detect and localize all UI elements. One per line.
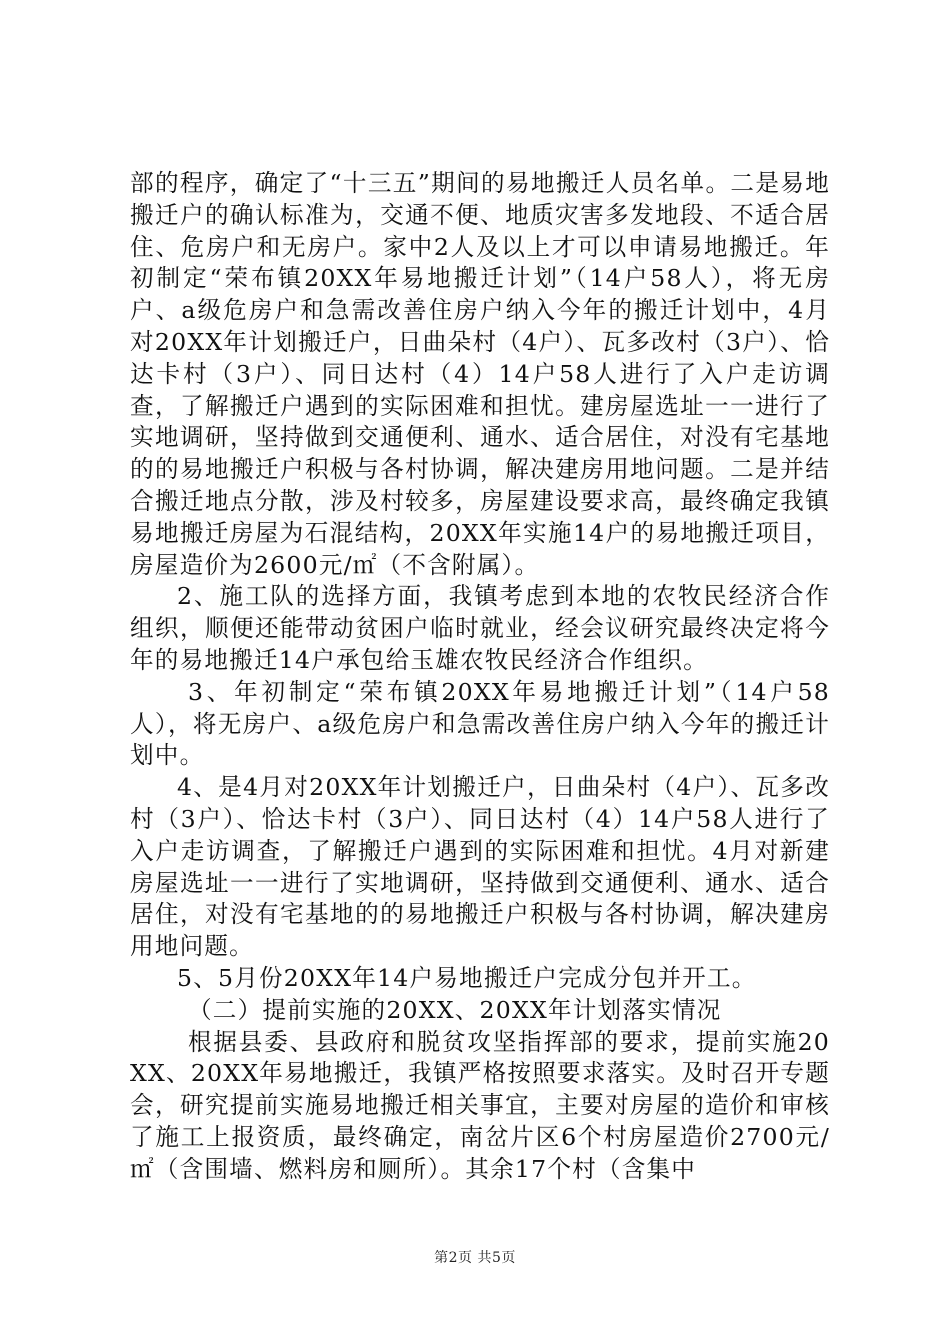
paragraph-advance-implementation: 根据县委、县政府和脱贫攻坚指挥部的要求，提前实施20XX、20XX年易地搬迁，我镇严格按照要求落实。及时召开专题会，研究提前实施易地搬迁相关事宜，主要对房屋的造价和审核了施工上报资质，最终确定，南岔片区6个村房屋造价2700元/㎡（含围墙、燃料房和厕所）。其余17个村（含集中 bbox=[130, 1027, 830, 1183]
page-number-footer: 第2页 共5页 bbox=[434, 1250, 516, 1266]
section-heading-advance-plan: （二）提前实施的20XX、20XX年计划落实情况 bbox=[188, 995, 722, 1024]
paragraph-relocation-list: 部的程序，确定了“十三五”期间的易地搬迁人员名单。二是易地搬迁户的确认标准为，交通不便、地质灾害多发地段、不适合居住、危房户和无房户。家中2人及以上才可以申请易地搬迁。年初制定“荣布镇20XX年易地搬迁计划”（14户58人），将无房户、a级危房户和急需改善住房户纳入今年的搬迁计划中，4月对20XX年计划搬迁户，日曲朵村（4户）、瓦多改村（3户）、恰达卡村（3户）、同日达村（4）14户58人进行了入户走访调查，了解搬迁户遇到的实际困难和担忧。建房屋选址一一进行了实地调研，坚持做到交通便利、通水、适合居住，对没有宅基地的的易地搬迁户积极与各村协调，解决建房用地问题。二是并结合搬迁地点分散，涉及村较多，房屋建设要求高，最终确定我镇易地搬迁房屋为石混结构，20XX年实施14户的易地搬迁项目，房屋造价为2600元/㎡（不含附属）。 bbox=[130, 169, 830, 579]
paragraph-construction-team: 2、施工队的选择方面，我镇考虑到本地的农牧民经济合作组织，顺便还能带动贫困户临时就业，经会议研究最终决定将今年的易地搬迁14户承包给玉雄农牧民经济合作组织。 bbox=[130, 582, 830, 674]
paragraph-may-contract: 5、5月份20XX年14户易地搬迁户完成分包并开工。 bbox=[177, 963, 757, 992]
paragraph-household-visits: 4、是4月对20XX年计划搬迁户，日曲朵村（4户）、瓦多改村（3户）、恰达卡村（3户）、同日达村（4）14户58人进行了入户走访调查，了解搬迁户遇到的实际困难和担忧。4月对新建房屋选址一一进行了实地调研，坚持做到交通便利、通水、适合居住，对没有宅基地的的易地搬迁户积极与各村协调，解决建房用地问题。 bbox=[130, 773, 830, 961]
paragraph-annual-plan: 3、年初制定“荣布镇20XX年易地搬迁计划”（14户58人），将无房户、a级危房户和急需改善住房户纳入今年的搬迁计划中。 bbox=[130, 677, 830, 770]
document-body bbox=[130, 168, 830, 1186]
